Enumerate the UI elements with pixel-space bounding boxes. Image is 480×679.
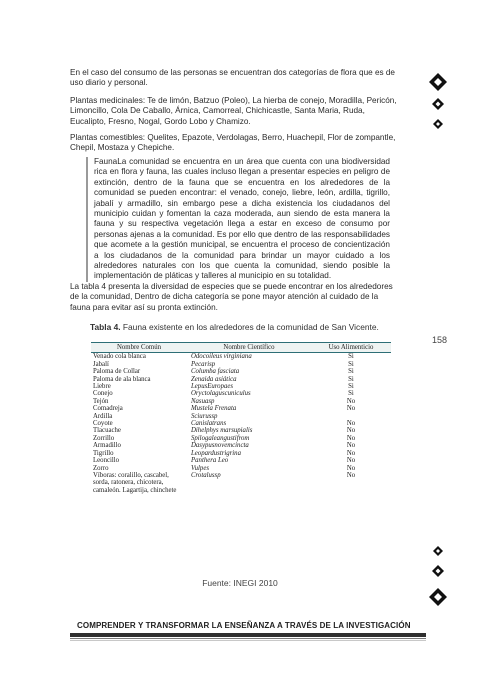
- footer-rule-thin: [70, 638, 426, 639]
- cell-use: No: [346, 457, 356, 465]
- diamond-ornament-icon: [432, 545, 444, 557]
- cell-scientific: Nasuasp: [191, 397, 215, 405]
- cell-scientific: Dihelphys marsupialis: [191, 427, 253, 435]
- cell-scientific: Panthera Leo: [191, 457, 229, 465]
- running-footer: COMPRENDER Y TRANSFORMAR LA ENSEÑANZA A TRAVÉS DE LA INVESTIGACIÓN: [77, 621, 411, 630]
- paragraph-fauna-box: FaunaLa comunidad se encuentra en un área que cuenta con una biodiversidad rica en flora y fauna, las cuales incluso llegan a presentar especies en peligro de extinción, dentro de la fauna que se encuentra en los alrededores de la comunidad se pueden encontrar: el venado, conejo, liebre, león, ardilla, tigrillo, jabalí y armadillo, sin embargo pese a dicha existencia los ciudadanos del municipio cuidan y fomentan la caza moderada, aun siendo de esta manera la fauna y su respectiva vegetación llega a estar en exceso de consumo por personas ajenas a la comunidad. Es por ello que dentro de las responsabilidades que acomete a la gestión municipal, se encuentra el proceso de concientización a los ciudadanos de la comunidad para brindar un mayor cuidado a los alrededores naturales con los que cuenta la comunidad, siendo posible la implementación de pláticas y talleres al municipio en su totalidad.: [86, 157, 390, 282]
- cell-scientific: Leopardustrigrina: [191, 449, 241, 457]
- table-row: [91, 472, 391, 494]
- table-row: [91, 442, 391, 449]
- cell-common: Leoncillo: [93, 457, 120, 465]
- table-row: [91, 390, 391, 397]
- cell-use: No: [346, 471, 356, 479]
- table-row: [91, 383, 391, 390]
- diamond-ornament-icon: [432, 118, 444, 130]
- diamond-ornament-icon: [431, 97, 445, 111]
- paragraph-table-intro: La tabla 4 presenta la diversidad de especies que se puede encontrar en los alrededores de la comunidad, Dentro de dicha categoría se pone mayor atención al cuidado de la fauna para evitar así su pronta extinción.: [70, 282, 393, 312]
- table-row: [91, 368, 391, 375]
- cell-common: Tejón: [93, 397, 109, 405]
- cell-scientific: Sciurussp: [191, 412, 218, 420]
- table-row: [91, 420, 391, 427]
- table-row: [91, 457, 391, 464]
- cell-use: No: [346, 449, 356, 457]
- cell-use: Si: [348, 383, 354, 391]
- table-caption-text: Fauna existente en los alrededores de la comunidad de San Vicente.: [120, 322, 379, 332]
- table-row: [91, 435, 391, 442]
- cell-common: Jabalí: [93, 360, 109, 368]
- table-row: [91, 427, 391, 434]
- table-row: [91, 450, 391, 457]
- cell-common: Ardilla: [93, 412, 113, 420]
- cell-scientific: Canislatrans: [191, 420, 227, 428]
- paragraph-medicinal-plants: Plantas medicinales: Te de limón, Batzuo (Poleo), La hierba de conejo, Moradilla, Pericón, Limoncillo, Cola De Caballo, Árnica, Camorreal, Chichicastle, Santa Maria, Ruda, Eucalipto, Fresno, Nogal, Gordo Lobo y Chamizo.: [70, 96, 397, 126]
- footer-rule-thick: [70, 633, 426, 637]
- table-caption: [90, 322, 379, 332]
- diamond-ornament-icon: [428, 587, 448, 607]
- cell-use: No: [346, 434, 356, 442]
- cell-common: Tigrillo: [93, 449, 114, 457]
- cell-use: Si: [348, 353, 354, 361]
- cell-scientific: Odocoileus virginiana: [191, 353, 252, 361]
- diamond-ornament-icon: [431, 564, 445, 578]
- cell-common: Paloma de Collar: [93, 368, 141, 376]
- header-food-use: Uso Alimenticio: [311, 343, 391, 353]
- table-row: [91, 353, 391, 361]
- table-row: [91, 361, 391, 368]
- fauna-table: [91, 342, 391, 494]
- cell-common: Zorrillo: [93, 434, 115, 442]
- cell-use: No: [346, 427, 356, 435]
- cell-common: Tlacuache: [93, 427, 121, 435]
- cell-common: Coyote: [93, 420, 113, 428]
- cell-scientific: Spilogaleangustifrom: [191, 434, 250, 442]
- header-common-name: Nombre Común: [91, 343, 187, 353]
- cell-use: No: [346, 464, 356, 472]
- cell-common: Conejo: [93, 390, 113, 398]
- table-row: [91, 376, 391, 383]
- cell-common: Armadillo: [93, 442, 121, 450]
- cell-use: Si: [348, 390, 354, 398]
- cell-common: Víboras: coralillo, cascabel, sorda, ratonera, chicotera, camaleón. Lagartija, chinchete: [93, 471, 177, 494]
- cell-scientific: Columba fasciata: [191, 368, 240, 376]
- cell-scientific: Dasypusnovemcincta: [191, 442, 249, 450]
- cell-use: No: [346, 420, 356, 428]
- cell-use: Si: [348, 360, 354, 368]
- header-scientific-name: Nombre Científico: [187, 343, 311, 353]
- cell-scientific: Mustela Frenata: [191, 405, 237, 413]
- cell-scientific: Oryctolaguscuniculus: [191, 390, 251, 398]
- cell-common: Paloma de ala blanca: [93, 375, 151, 383]
- table-row: [91, 405, 391, 412]
- cell-use: No: [346, 442, 356, 450]
- cell-common: Zorro: [93, 464, 109, 472]
- table-caption-label: Tabla 4.: [90, 322, 121, 332]
- cell-common: Venado cola blanca: [93, 353, 146, 361]
- table-row: [91, 413, 391, 420]
- cell-scientific: Crotalussp: [191, 471, 221, 479]
- paragraph-edible-plants: Plantas comestibles: Quelites, Epazote, Verdolagas, Berro, Huachepil, Flor de zompantle, Chepil, Mostaza y Chepiche.: [70, 133, 396, 153]
- paragraph-intro: En el caso del consumo de las personas se encuentran dos categorías de flora que es de uso diario y personal.: [70, 68, 395, 88]
- cell-scientific: Zenaida asiática: [191, 375, 237, 383]
- cell-use: Si: [348, 375, 354, 383]
- cell-common: Liebre: [93, 383, 111, 391]
- cell-scientific: LepusEuropaes: [191, 383, 234, 391]
- cell-use: [311, 413, 391, 420]
- cell-common: Comadreja: [93, 405, 123, 413]
- table-row: [91, 398, 391, 405]
- footer-rule-grey: [70, 640, 426, 641]
- page-number: 158: [432, 335, 448, 345]
- table-row: [91, 465, 391, 472]
- table-header-row: [91, 343, 391, 353]
- cell-scientific: Pecarisp: [191, 360, 216, 368]
- diamond-ornament-icon: [428, 72, 448, 92]
- cell-use: No: [346, 397, 356, 405]
- cell-use: No: [346, 405, 356, 413]
- cell-use: Si: [348, 368, 354, 376]
- table-source: Fuente: INEGI 2010: [202, 578, 278, 588]
- cell-scientific: Vulpes: [191, 464, 209, 472]
